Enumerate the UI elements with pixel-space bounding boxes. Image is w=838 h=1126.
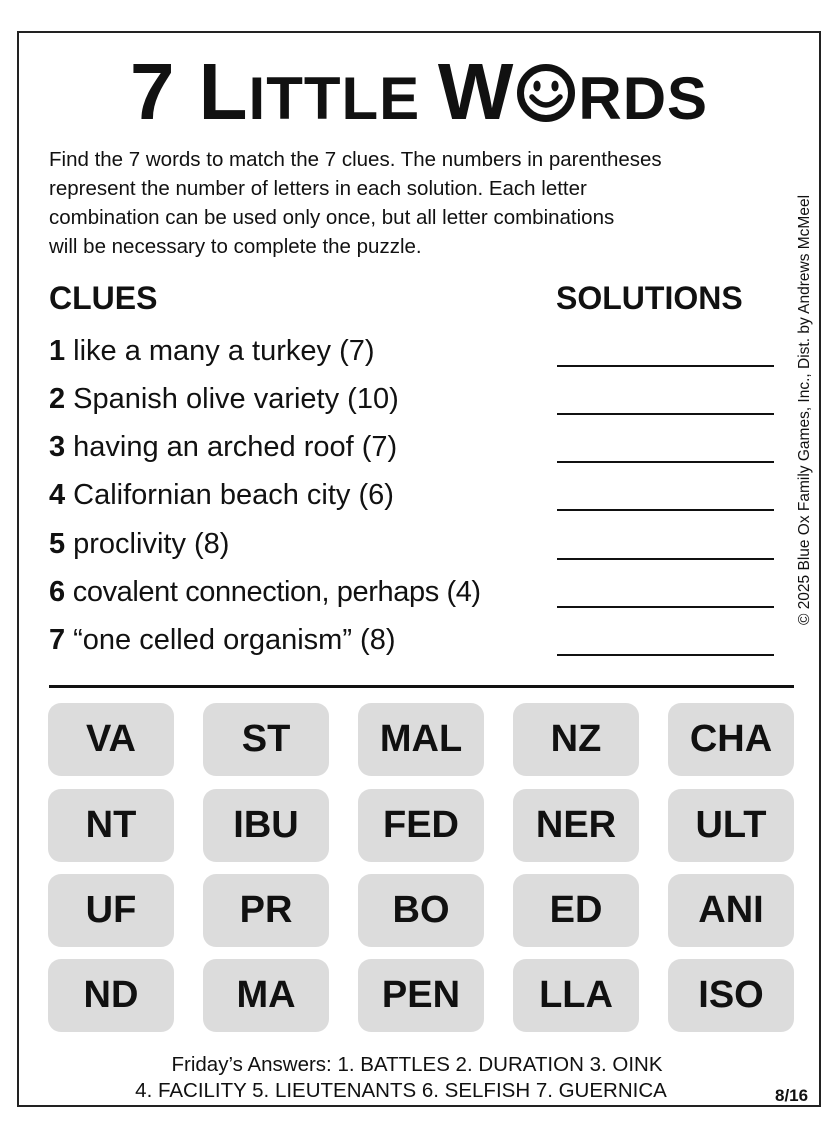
- clue-3: [49, 433, 397, 462]
- divider: [49, 685, 794, 688]
- clue-text: Californian beach city (6): [73, 479, 394, 511]
- copyright-notice: © 2025 Blue Ox Family Games, Inc., Dist. by Andrews McMeel: [796, 194, 813, 626]
- letter-tile[interactable]: MA: [203, 959, 329, 1032]
- previous-answers-line-1: Friday’s Answers: 1. BATTLES 2. DURATION 3. OINK: [171, 1053, 663, 1076]
- clue-4: [49, 481, 394, 510]
- solution-blank-2[interactable]: [557, 413, 774, 415]
- puzzle-title: [0, 47, 838, 136]
- title-part-2: ITTLE: [248, 65, 438, 132]
- clue-text: Spanish olive variety (10): [73, 383, 399, 415]
- letter-tile[interactable]: MAL: [358, 703, 484, 776]
- title-part-1: 7 L: [129, 47, 249, 136]
- instructions-line: Find the 7 words to match the 7 clues. The numbers in parentheses: [49, 148, 662, 171]
- clue-1: [49, 337, 375, 366]
- clue-text: covalent connection, perhaps (4): [72, 576, 481, 608]
- clue-number: 6: [49, 576, 65, 608]
- smiley-face-icon: [516, 63, 576, 123]
- clue-number: 7: [49, 624, 66, 656]
- letter-tile[interactable]: ND: [48, 959, 174, 1032]
- clue-text: like a many a turkey (7): [73, 335, 375, 367]
- clue-text: proclivity (8): [73, 528, 230, 560]
- letter-tile[interactable]: PEN: [358, 959, 484, 1032]
- clues-header: CLUES: [49, 280, 158, 316]
- solution-blank-6[interactable]: [557, 606, 774, 608]
- letter-tile[interactable]: ULT: [668, 789, 794, 862]
- letter-tile[interactable]: NER: [513, 789, 639, 862]
- letter-tile[interactable]: ST: [203, 703, 329, 776]
- clue-number: 4: [49, 479, 66, 511]
- clue-number: 2: [49, 383, 66, 415]
- instructions-line: combination can be used only once, but all letter combinations: [49, 206, 615, 229]
- letter-tile[interactable]: ED: [513, 874, 639, 947]
- clue-number: 5: [49, 528, 66, 560]
- solution-blank-7[interactable]: [557, 654, 774, 656]
- instructions: [49, 145, 799, 261]
- puzzle-date: 8/16: [775, 1086, 809, 1105]
- title-part-3: W: [437, 47, 515, 136]
- clue-number: 3: [49, 431, 66, 463]
- title-part-4: RDS: [578, 65, 709, 132]
- clue-6: [49, 578, 481, 607]
- solution-blank-4[interactable]: [557, 509, 774, 511]
- clue-text: having an arched roof (7): [73, 431, 398, 463]
- solution-blank-3[interactable]: [557, 461, 774, 463]
- clue-text: “one celled organism” (8): [73, 624, 396, 656]
- instructions-line: will be necessary to complete the puzzle.: [49, 235, 422, 258]
- clue-7: [49, 626, 396, 655]
- solution-blank-1[interactable]: [557, 365, 774, 367]
- letter-tile[interactable]: FED: [358, 789, 484, 862]
- previous-answers-line-2: 4. FACILITY 5. LIEUTENANTS 6. SELFISH 7. GUERNICA: [135, 1079, 667, 1102]
- clue-5: [49, 530, 229, 559]
- clue-number: 1: [49, 335, 66, 367]
- solution-blank-5[interactable]: [557, 558, 774, 560]
- clue-2: [49, 385, 399, 414]
- letter-tile[interactable]: CHA: [668, 703, 794, 776]
- instructions-line: represent the number of letters in each solution. Each letter: [49, 177, 587, 200]
- letter-tile[interactable]: UF: [48, 874, 174, 947]
- solutions-header: SOLUTIONS: [556, 280, 743, 316]
- letter-tile[interactable]: PR: [203, 874, 329, 947]
- letter-tile[interactable]: LLA: [513, 959, 639, 1032]
- letter-tile[interactable]: NT: [48, 789, 174, 862]
- letter-tile[interactable]: NZ: [513, 703, 639, 776]
- letter-tile[interactable]: ANI: [668, 874, 794, 947]
- letter-tile[interactable]: VA: [48, 703, 174, 776]
- letter-tile[interactable]: ISO: [668, 959, 794, 1032]
- letter-tile[interactable]: BO: [358, 874, 484, 947]
- letter-tile[interactable]: IBU: [203, 789, 329, 862]
